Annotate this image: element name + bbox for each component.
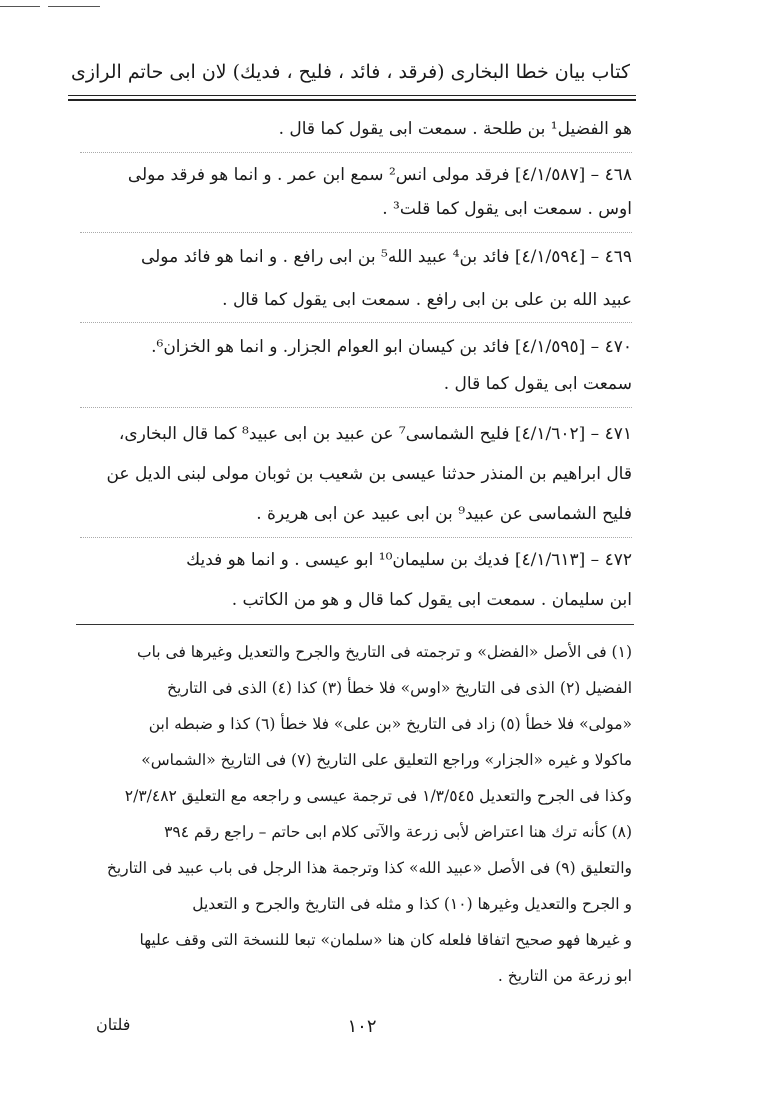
scan-artifact-lines <box>0 0 764 20</box>
entry-470-line-1: ٤٧٠ – [٤/١/٥٩٥] فائد بن كيسان ابو العوام الجزار. و انما هو الخزان⁶. <box>151 337 632 357</box>
page-header-title: كتاب بيان خطا البخارى (فرقد ، فائد ، فليح ، فديك) لان ابى حاتم الرازى <box>70 61 630 83</box>
entry-line: هو الفضيل¹ بن طلحة . سمعت ابى يقول كما قال . <box>278 119 632 139</box>
entry-472-line-1: ٤٧٢ – [٤/١/٦١٣] فديك بن سليمان¹⁰ ابو عيسى . و انما هو فديك <box>186 550 632 570</box>
footnote-line: الفضيل (٢) الذى فى التاريخ «اوس» فلا خطأ (٣) كذا (٤) الذى فى التاريخ <box>167 679 632 697</box>
footnote-line: و الجرح والتعديل وغيرها (١٠) كذا و مثله فى التاريخ والجرح و التعديل <box>192 895 632 913</box>
footnote-line: والتعليق (٩) فى الأصل «عبيد الله» كذا وترجمة هذا الرجل فى باب عبيد فى التاريخ <box>106 859 632 877</box>
entry-separator <box>80 152 632 153</box>
footnote-line: «مولى» فلا خطأ (٥) زاد فى التاريخ «بن على» فلا خطأ (٦) كذا و ضبطه ابن <box>148 715 632 733</box>
footnote-line: ابو زرعة من التاريخ . <box>497 967 632 985</box>
header-rule-thin <box>68 95 636 96</box>
entry-471-line-3: فليح الشماسى عن عبيد⁹ بن ابى عبيد عن ابى هريرة . <box>256 504 632 524</box>
entry-469-line-2: عبيد الله بن على بن ابى رافع . سمعت ابى يقول كما قال . <box>222 290 632 310</box>
entry-separator <box>80 407 632 408</box>
footnote-line: ماكولا و غيره «الجزار» وراجع التعليق على التاريخ (٧) فى التاريخ «الشماس» <box>141 751 632 769</box>
entry-468-line-1: ٤٦٨ – [٤/١/٥٨٧] فرقد مولى انس² سمع ابن عمر . و انما هو فرقد مولى <box>127 165 632 185</box>
footnote-line: وكذا فى الجرح والتعديل ١/٣/٥٤٥ فى ترجمة عيسى و راجعه مع التعليق ٢/٣/٤٨٢ <box>124 787 632 805</box>
header-rule-thick <box>68 99 636 101</box>
entry-separator <box>80 322 632 323</box>
entry-468-line-2: اوس . سمعت ابى يقول كما قلت³ . <box>382 199 632 219</box>
entry-469-line-1: ٤٦٩ – [٤/١/٥٩٤] فائد بن⁴ عبيد الله⁵ بن ابى رافع . و انما هو فائد مولى <box>140 247 632 267</box>
entry-separator <box>80 232 632 233</box>
page-number: ١٠٢ <box>347 1016 377 1037</box>
footer-signature-mark: فلتان <box>96 1015 131 1034</box>
entry-471-line-1: ٤٧١ – [٤/١/٦٠٢] فليح الشماسى⁷ عن عبيد بن ابى عبيد⁸ كما قال البخارى، <box>118 424 632 444</box>
entry-470-line-2: سمعت ابى يقول كما قال . <box>443 374 632 394</box>
footnote-line: و غيرها فهو صحيح اتفاقا فلعله كان هنا «سلمان» تبعا للنسخة التى وقف عليها <box>139 931 632 949</box>
entry-separator <box>80 537 632 538</box>
footnote-line: (٨) كأنه ترك هنا اعتراض لأبى زرعة والآتى كلام ابى حاتم – راجع رقم ٣٩٤ <box>164 823 632 841</box>
footnotes-rule <box>76 624 634 625</box>
entry-471-line-2: قال ابراهيم بن المنذر حدثنا عيسى بن شعيب بن ثوبان مولى لبنى الديل عن <box>106 464 632 484</box>
footnote-line: (١) فى الأصل «الفضل» و ترجمته فى التاريخ والجرح والتعديل وغيرها فى باب <box>136 643 632 661</box>
entry-472-line-2: ابن سليمان . سمعت ابى يقول كما قال و هو من الكاتب . <box>231 590 632 610</box>
